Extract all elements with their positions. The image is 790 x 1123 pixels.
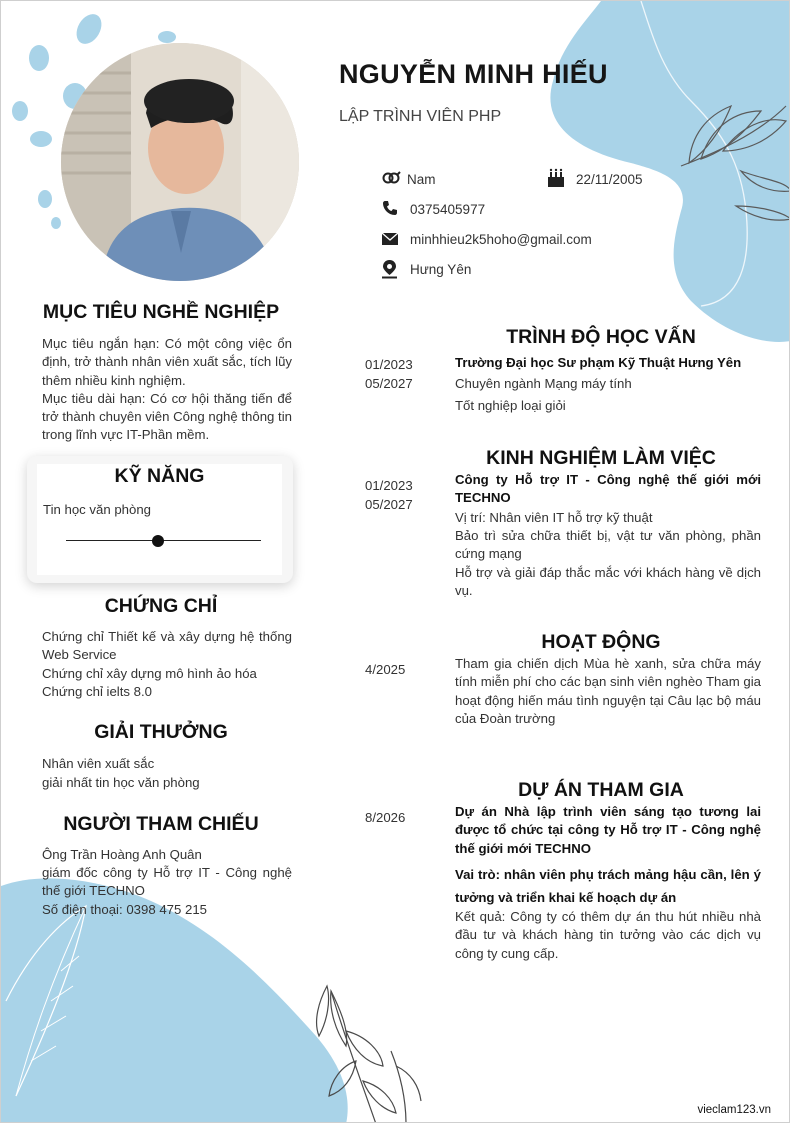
skill-level-knob[interactable]: [152, 535, 164, 547]
dot: [29, 45, 49, 71]
education-title: TRÌNH ĐỘ HỌC VẤN: [506, 326, 696, 348]
experience-company: Công ty Hỗ trợ IT - Công nghệ thế giới mới TECHNO: [455, 472, 761, 506]
education-start: 01/2023: [365, 357, 413, 372]
experience-start: 01/2023: [365, 478, 413, 493]
phone-value: 0375405977: [410, 202, 486, 217]
dot: [51, 217, 61, 229]
certificate-item: Chứng chỉ ielts 8.0: [42, 684, 152, 699]
location-icon: [381, 259, 398, 279]
activities-text: Tham gia chiến dịch Mùa hè xanh, sửa chữa máy tính miễn phí cho các bạn sinh viên nghèo Tham gia hoạt động hiến máu tình nguyện tại Câu lạc bộ máu của Đoàn trường: [455, 656, 761, 726]
education-result: Tốt nghiệp loại giỏi: [455, 398, 566, 413]
brand-watermark: vieclam123.vn: [697, 1104, 771, 1116]
education-end: 05/2027: [365, 376, 413, 391]
award-item: giải nhất tin học văn phòng: [42, 775, 200, 790]
experience-line: Hỗ trợ và giải đáp thắc mắc với khách hàng về dịch vụ.: [455, 565, 761, 599]
objective-title: MỤC TIÊU NGHỀ NGHIỆP: [42, 301, 280, 323]
avatar: [61, 43, 299, 281]
profile-photo: [61, 43, 299, 281]
reference-line: giám đốc công ty Hỗ trợ IT - Công nghệ thế giới TECHNO: [42, 865, 292, 899]
job-title: LẬP TRÌNH VIÊN PHP: [339, 108, 502, 125]
dot: [30, 131, 52, 147]
email-icon: [382, 233, 398, 245]
certificates-title: CHỨNG CHỈ: [104, 595, 218, 617]
experience-title: KINH NGHIỆM LÀM VIỆC: [486, 447, 716, 469]
project-role: Vai trò: nhân viên phụ trách mảng hậu cần, lên ý tưởng và triển khai kế hoạch dự án: [455, 867, 761, 905]
phone-icon: [382, 200, 398, 216]
email-value: minhhieu2k5hoho@gmail.com: [410, 232, 592, 247]
gender-icon: [381, 170, 401, 188]
reference-line: Số điện thoại: 0398 475 215: [42, 902, 207, 917]
education-major: Chuyên ngành Mạng máy tính: [455, 376, 632, 391]
dot: [71, 10, 106, 49]
dot: [158, 31, 176, 43]
certificate-item: Chứng chỉ xây dựng mô hình ảo hóa: [42, 666, 257, 681]
reference-title: NGƯỜI THAM CHIẾU: [63, 813, 259, 835]
award-item: Nhân viên xuất sắc: [42, 756, 155, 771]
skills-title: KỸ NĂNG: [114, 465, 205, 487]
location-value: Hưng Yên: [410, 262, 472, 277]
full-name: NGUYỄN MINH HIẾU: [339, 59, 608, 89]
project-name: Dự án Nhà lập trình viên sáng tạo tương lai được tổ chức tại công ty Hỗ trợ IT - Công nghệ thế giới mới TECHNO: [455, 804, 761, 856]
cake-icon: [547, 168, 565, 188]
experience-line: Bảo trì sửa chữa thiết bị, vật tư văn phòng, phần cứng mạng: [455, 528, 761, 562]
dot: [38, 190, 52, 208]
gender-value: Nam: [407, 172, 436, 187]
awards-title: GIẢI THƯỞNG: [94, 721, 228, 743]
skill-name: Tin học văn phòng: [43, 502, 152, 517]
activities-date: 4/2025: [365, 662, 406, 677]
activities-title: HOẠT ĐỘNG: [541, 631, 661, 653]
education-school: Trường Đại học Sư phạm Kỹ Thuật Hưng Yên: [455, 355, 742, 370]
project-result: Kết quả: Công ty có thêm dự án thu hút nhiều nhà đầu tư và khách hàng tin tưởng vào các dịch vụ công ty cung cấp.: [455, 909, 761, 961]
dot: [12, 101, 28, 121]
projects-date: 8/2026: [365, 810, 406, 825]
objective-text: Mục tiêu ngắn hạn: Có một công việc ổn định, trở thành nhân viên xuất sắc, tích lũy thêm nhiều kinh nghiệm. Mục tiêu dài hạn: Có cơ hội thăng tiến để trở thành chuyên viên Công nghệ thông tin trong lĩnh vực IT-Phần mềm.: [42, 336, 292, 443]
birthday-value: 22/11/2005: [576, 172, 643, 187]
experience-line: Vị trí: Nhân viên IT hỗ trợ kỹ thuật: [455, 510, 653, 525]
experience-end: 05/2027: [365, 497, 413, 512]
certificate-item: Chứng chỉ Thiết kế và xây dựng hệ thống Web Service: [42, 629, 292, 663]
reference-line: Ông Trần Hoàng Anh Quân: [42, 847, 202, 862]
projects-title: DỰ ÁN THAM GIA: [518, 779, 684, 801]
